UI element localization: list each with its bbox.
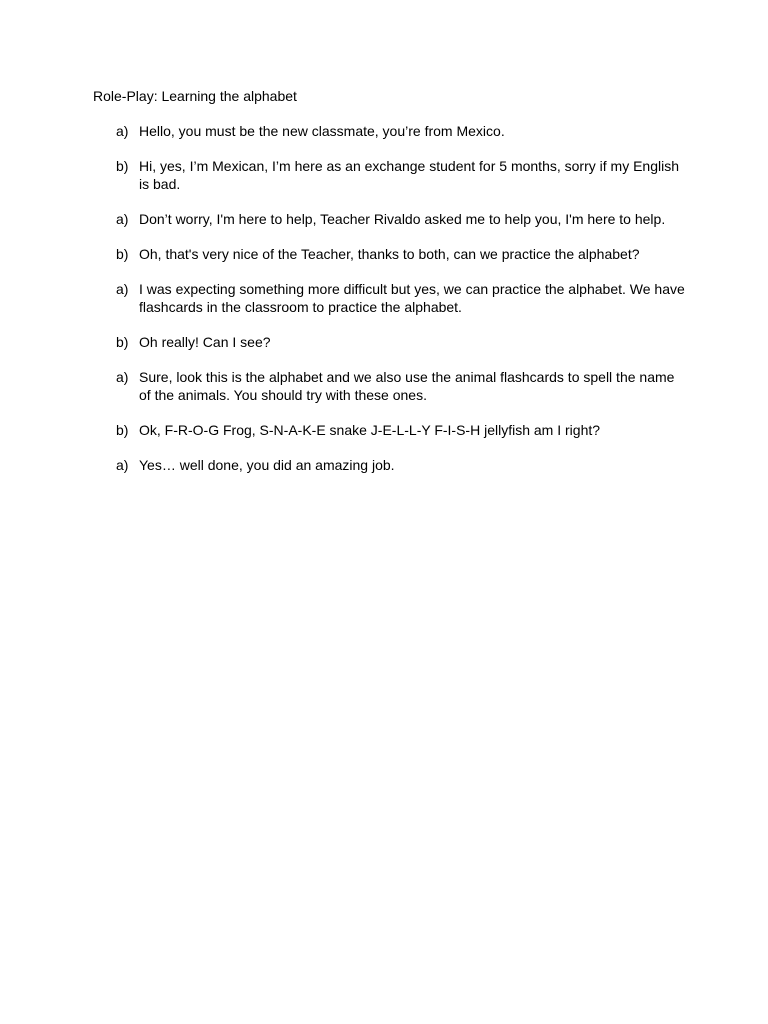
- dialogue-line: [116, 421, 686, 439]
- speaker-label: a): [116, 123, 129, 139]
- dialogue-text: Oh, that's very nice of the Teacher, thanks to both, can we practice the alphabet?: [139, 246, 640, 262]
- dialogue-line: [116, 245, 686, 263]
- speaker-label: b): [116, 246, 129, 262]
- dialogue-list: [116, 122, 686, 491]
- speaker-label: b): [116, 422, 129, 438]
- speaker-label: a): [116, 457, 129, 473]
- dialogue-line: [116, 157, 686, 193]
- dialogue-text: Sure, look this is the alphabet and we also use the animal flashcards to spell the name of the animals. You should try with these ones.: [139, 369, 675, 403]
- dialogue-text: I was expecting something more difficult but yes, we can practice the alphabet. We have flashcards in the classroom to practice the alphabet.: [139, 281, 685, 315]
- dialogue-line: [116, 210, 686, 228]
- dialogue-text: Hello, you must be the new classmate, you’re from Mexico.: [139, 123, 505, 139]
- speaker-label: b): [116, 158, 129, 174]
- dialogue-text: Yes… well done, you did an amazing job.: [139, 457, 395, 473]
- dialogue-text: Ok, F-R-O-G Frog, S-N-A-K-E snake J-E-L-L-Y F-I-S-H jellyfish am I right?: [139, 422, 601, 438]
- dialogue-text: Don’t worry, I'm here to help, Teacher Rivaldo asked me to help you, I'm here to help.: [139, 211, 666, 227]
- dialogue-line: [116, 368, 686, 404]
- dialogue-line: [116, 333, 686, 351]
- document-title: Role-Play: Learning the alphabet: [93, 88, 297, 104]
- speaker-label: a): [116, 281, 129, 297]
- speaker-label: b): [116, 334, 129, 350]
- speaker-label: a): [116, 211, 129, 227]
- dialogue-line: [116, 122, 686, 140]
- speaker-label: a): [116, 369, 129, 385]
- dialogue-text: Oh really! Can I see?: [139, 334, 271, 350]
- dialogue-line: [116, 280, 686, 316]
- dialogue-line: [116, 456, 686, 474]
- dialogue-text: Hi, yes, I’m Mexican, I’m here as an exchange student for 5 months, sorry if my English is bad.: [139, 158, 679, 192]
